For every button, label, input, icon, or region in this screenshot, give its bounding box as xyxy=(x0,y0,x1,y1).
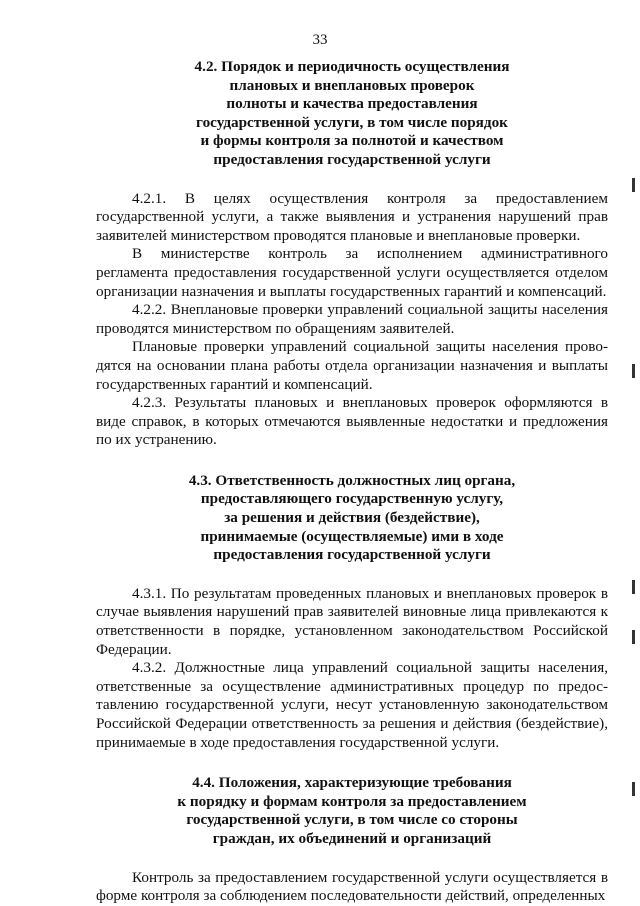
paragraph-4-2-1: 4.2.1. В целях осуществления контроля за предоставлением государственной услуги, а также выявления и устранения нарушений прав заявителей министерством проводятся плановые и внеплановые проверки. xyxy=(96,189,608,244)
section-heading-4-4 xyxy=(96,774,608,848)
heading-line: 4.2. Порядок и периодичность осуществления xyxy=(194,58,510,75)
paragraph: В министерстве контроль за исполнением административного регламента предоставления государственной услуги осуществляется отделом организации назначения и выплаты государственных гарантий и компенсаций. xyxy=(96,245,608,300)
heading-line: плановых и внеплановых проверок xyxy=(229,76,475,94)
paragraph-4-3-1: 4.3.1. По результатам проведенных плановых и внеплановых проверок в случае выявления нарушений прав заявителей виновные лица привлекаются к ответственности в порядке, установленном законодательством Российской Федерации. xyxy=(96,584,608,658)
paragraph-4-2-3: 4.2.3. Результаты плановых и внеплановых проверок оформляются в виде справок, в которых отмечаются выявленные недостатки и предложения по их устранению. xyxy=(96,394,608,449)
paragraph-4-4: Контроль за предоставлением государственной услуги осуществляется в форме контроля за соблюдением последовательности действий, определенных xyxy=(96,868,608,905)
paragraph: Плановые проверки управлений социальной защиты населения проводятся на основании плана работы отдела организации назначения и выплаты государственных гарантий и компенсаций. xyxy=(96,338,608,393)
heading-line: за решения и действия (бездействие), xyxy=(224,509,480,527)
heading-line: принимаемые (осуществляемые) ими в ходе xyxy=(200,527,504,545)
page-number: 33 xyxy=(312,32,328,48)
heading-line: предоставляющего государственную услугу, xyxy=(200,490,504,508)
section-heading-4-2 xyxy=(96,58,608,170)
margin-mark xyxy=(632,782,635,796)
paragraph-4-3-2: 4.3.2. Должностные лица управлений социальной защиты населения, ответственные за осуществление административных процедур по предоставлению государственной услуги, несут установленную законодательством Российской Федерации ответственность за решения и действия (бездействие), принимаемые в ходе предоставления государственной услуги. xyxy=(96,659,608,751)
section-heading-4-3 xyxy=(96,472,608,565)
margin-mark xyxy=(632,178,635,192)
heading-line: государственной услуги, в том числе порядок xyxy=(196,113,508,131)
paragraph-4-2-2: 4.2.2. Внеплановые проверки управлений социальной защиты населения проводятся министерством по обращениям заявителей. xyxy=(96,301,608,337)
heading-line: 4.3. Ответственность должностных лиц органа, xyxy=(188,471,516,489)
heading-line: граждан, их объединений и организаций xyxy=(212,829,492,847)
margin-mark xyxy=(632,580,635,594)
document-body xyxy=(96,58,608,906)
heading-line: предоставления государственной услуги xyxy=(213,150,491,168)
margin-mark xyxy=(632,630,635,644)
heading-line: к порядку и формам контроля за предоставлением xyxy=(177,792,527,810)
heading-line: полноты и качества предоставления xyxy=(226,95,478,113)
heading-line: 4.4. Положения, характеризующие требования xyxy=(192,774,512,792)
heading-line: государственной услуги, в том числе со стороны xyxy=(186,811,518,829)
heading-line: предоставления государственной услуги xyxy=(213,546,491,564)
margin-mark xyxy=(632,364,635,378)
heading-line: и формы контроля за полнотой и качеством xyxy=(200,132,504,150)
